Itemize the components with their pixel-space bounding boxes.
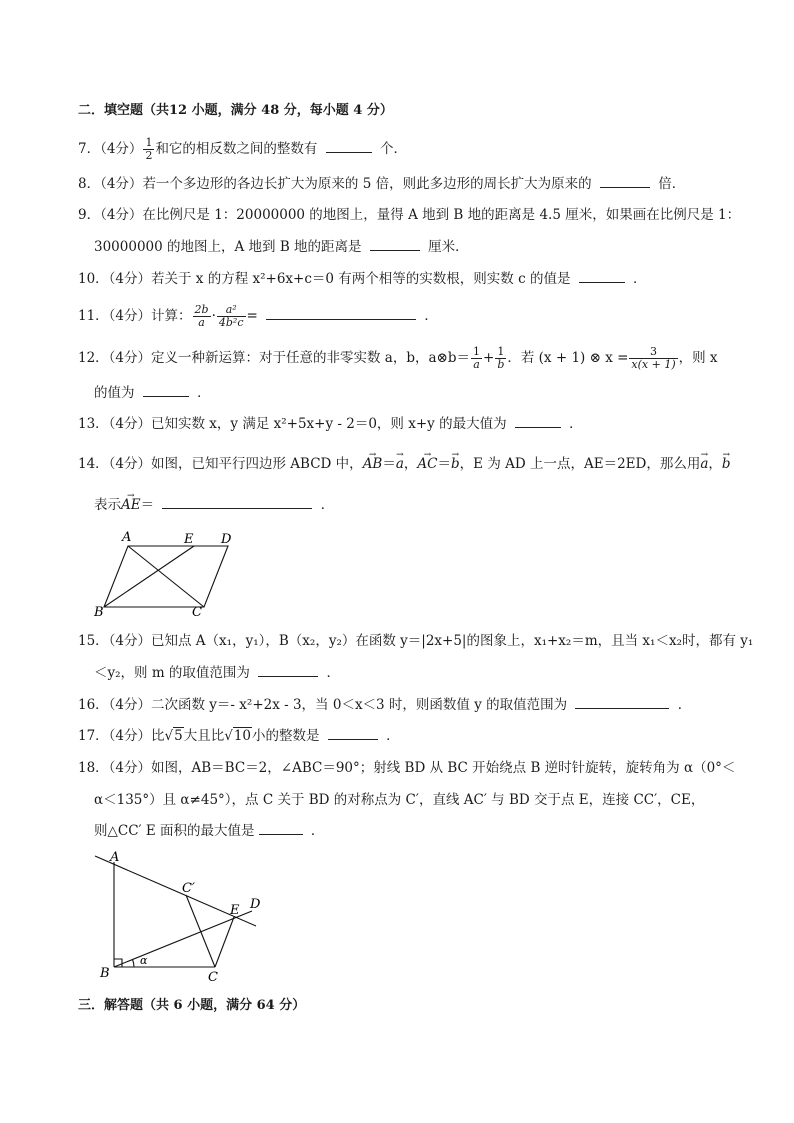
answer-blank[interactable]: [575, 696, 669, 709]
question-text: 的值为: [94, 385, 135, 401]
fraction: [217, 304, 246, 329]
fraction-numerator: 3: [629, 346, 677, 359]
question-suffix: 倍．: [658, 176, 686, 192]
question-text: ，E 为 AD 上一点，AE＝2ED，那么用: [459, 456, 701, 472]
vector-a: → a: [700, 455, 708, 473]
question-text: 表示: [94, 497, 121, 513]
question-prefix: 14．（4分）如图，已知平行四边形 ABCD 中，: [78, 456, 363, 472]
ray-bd: [114, 911, 252, 967]
angle-alpha-arc: [133, 960, 135, 968]
point-label-d: D: [221, 532, 232, 547]
question-suffix: ．: [386, 728, 400, 744]
question-13: [78, 415, 583, 433]
question-text: ．若 (x + 1) ⊗ x =: [507, 350, 629, 366]
point-label-a: A: [122, 530, 132, 545]
point-label-c: C: [192, 605, 202, 619]
question-text: 小的整数是: [252, 728, 320, 744]
point-label-a: A: [110, 850, 120, 865]
parallelogram-figure: [88, 527, 238, 619]
question-18-line-3: [94, 822, 324, 840]
fraction: $\frac{1}{b}$: [497, 345, 505, 371]
question-9-line-1: 9．（4分）在比例尺是 1：20000000 的地图上，量得 A 地到 B 地的距离是 4.5 厘米，如果画在比例尺是 1：: [78, 207, 741, 223]
point-label-d: D: [250, 897, 261, 912]
vector-ae: → AE: [121, 496, 141, 514]
question-suffix: ．: [424, 308, 438, 324]
question-prefix: 11．（4分）计算：: [78, 308, 192, 324]
vector-b: → b: [722, 455, 731, 473]
sqrt-expression: √10: [224, 728, 252, 744]
question-16: [78, 696, 691, 714]
question-12-line-1: 12．（4分）定义一种新运算：对于任意的非零实数 a，b，a⊗b＝ $\frac{1}{a}$ + $\frac{1}{b}$ ．若 (x + 1) ⊗ x = $\frac{3}{x(x + 1)}$ ，则 x: [78, 345, 718, 371]
section-title: 二．填空题（共12 小题，满分 48 分，每小题 4 分）: [78, 103, 393, 118]
fraction-denominator: 4b²c: [218, 316, 244, 329]
angle-label-alpha: α: [140, 954, 148, 967]
point-label-e: E: [230, 903, 240, 918]
question-7: [78, 137, 407, 162]
question-prefix: 17．（4分）比: [78, 728, 165, 744]
fraction: [629, 346, 677, 371]
fraction-denominator: 2: [145, 149, 153, 162]
vector-b: → b: [451, 455, 460, 473]
question-suffix: ．: [326, 665, 341, 681]
question-12-line-2: [94, 384, 211, 402]
vector-a: → a: [396, 455, 404, 473]
segment-be: [104, 546, 194, 607]
fraction: $\frac{1}{a}$: [473, 345, 481, 371]
question-suffix: ．: [677, 697, 692, 713]
question-15-line-2: [94, 664, 340, 682]
question-18-line-1: 18．（4分）如图，AB＝BC＝2，∠ABC＝90°；射线 BD 从 BC 开始绕点 B 逆时针旋转，旋转角为 α（0°＜: [78, 760, 736, 776]
question-text: ＜y₂，则 m 的取值范围为: [94, 665, 250, 681]
point-label-b: B: [94, 605, 104, 619]
question-14-line-1: 14．（4分）如图，已知平行四边形 ABCD 中，→ AB＝→ a，→ AC＝→ b，E 为 AD 上一点，AE＝2ED，那么用→ a，→ b: [78, 455, 731, 473]
question-10: [78, 270, 647, 288]
question-suffix: ．: [197, 385, 211, 401]
question-text: ，则 x: [678, 350, 718, 366]
fraction: [193, 304, 211, 329]
question-suffix: ．: [320, 497, 335, 513]
question-text: 13．（4分）已知实数 x，y 满足 x²+5x+y - 2＝0，则 x+y 的最大值为: [78, 416, 507, 432]
fraction-denominator: x(x + 1): [631, 358, 676, 371]
question-suffix: 厘米．: [428, 239, 469, 255]
answer-blank[interactable]: [162, 496, 312, 509]
sqrt-expression: √5: [164, 728, 183, 744]
point-label-e: E: [184, 532, 194, 547]
vector-ac: → AC: [417, 455, 437, 473]
question-text: 10．（4分）若关于 x 的方程 x²+6x+c＝0 有两个相等的实数根，则实数 c 的值是: [78, 271, 571, 287]
question-text: 大且比: [183, 728, 225, 744]
question-17: [78, 727, 400, 745]
question-text: 30000000 的地图上，A 地到 B 地的距离是: [94, 239, 362, 255]
section-title: 三．解答题（共 6 小题，满分 64 分）: [78, 998, 306, 1013]
vector-ab: → AB: [363, 455, 383, 473]
question-suffix: ．: [633, 271, 647, 287]
question-suffix: ．: [310, 823, 325, 839]
diagonal-ac: [128, 546, 204, 607]
question-text: 16．（4分）二次函数 y＝- x²+2x - 3，当 0＜x＜3 时，则函数值 y 的取值范围为: [78, 697, 568, 713]
fraction-numerator: 1: [145, 136, 153, 149]
answer-blank[interactable]: [328, 727, 378, 740]
question-suffix: ．: [569, 416, 583, 432]
question-prefix: 7．（4分）: [78, 141, 143, 157]
question-prefix: 8．（4分）: [78, 176, 143, 192]
point-label-c-prime: C′: [182, 881, 195, 896]
equals-sign: =: [246, 308, 258, 324]
question-15-line-1: 15．（4分）已知点 A（x₁，y₁），B（x₂，y₂）在函数 y＝|2x+5|的图象上，x₁+x₂＝m，且当 x₁＜x₂时，都有 y₁: [78, 633, 754, 649]
answer-blank[interactable]: [266, 307, 416, 320]
question-11: 11．（4分）计算： $\frac{2b}{a}$ · $\frac{\text{a²}}{\text{4b²c}}$ = ．: [78, 303, 438, 329]
rotation-figure: [88, 846, 268, 984]
answer-blank[interactable]: [258, 664, 318, 677]
answer-blank[interactable]: [600, 175, 650, 188]
radicand: 10: [233, 728, 252, 744]
question-9-line-2: [94, 238, 469, 256]
point-label-c: C: [208, 970, 218, 984]
answer-blank[interactable]: [579, 270, 625, 283]
point-label-b: B: [100, 966, 110, 981]
fraction-numerator: a²: [217, 304, 246, 317]
answer-blank[interactable]: [515, 415, 561, 428]
answer-blank[interactable]: [370, 238, 420, 251]
question-prefix: 12．（4分）定义一种新运算：对于任意的非零实数 a，b，a⊗b＝: [78, 350, 471, 366]
fraction-denominator: a: [198, 316, 205, 329]
question-18-line-2: α＜135°）且 α≠45°），点 C 关于 BD 的对称点为 C′，直线 AC′ 与 BD 交于点 E，连接 CC′，CE，: [94, 792, 705, 808]
answer-blank[interactable]: [326, 140, 372, 153]
question-text: 则△CC′ E 面积的最大值是: [94, 823, 255, 839]
question-text: 和它的相反数之间的整数有: [155, 141, 318, 157]
answer-blank[interactable]: [259, 822, 303, 835]
fraction-numerator: 2b: [194, 303, 209, 316]
question-14-line-2: 表示→ AE＝ ．: [94, 496, 334, 514]
answer-blank[interactable]: [143, 384, 189, 397]
question-8: [78, 175, 685, 193]
question-text: 若一个多边形的各边长扩大为原来的 5 倍，则此多边形的周长扩大为原来的: [142, 176, 592, 192]
radicand: 5: [174, 728, 183, 744]
question-suffix: 个．: [380, 141, 408, 157]
fraction: [143, 137, 154, 162]
